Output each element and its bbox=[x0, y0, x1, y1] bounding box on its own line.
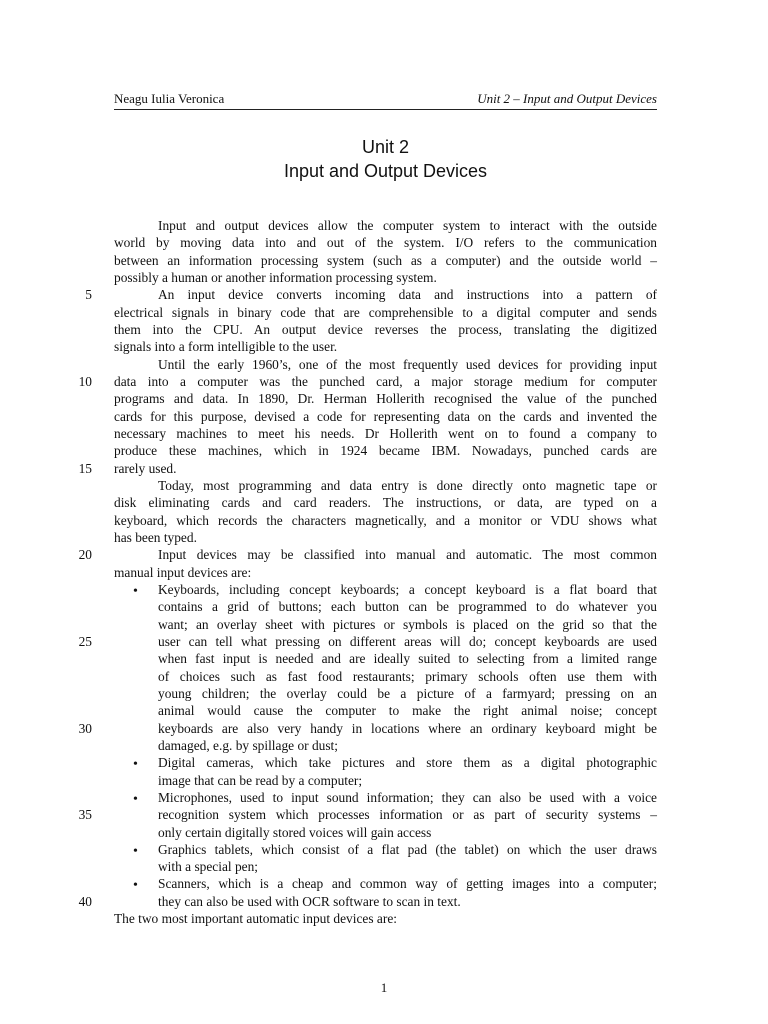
bullet-icon: • bbox=[133, 757, 138, 772]
text-line: Today, most programming and data entry is done directly onto magnetic tape or bbox=[158, 478, 657, 493]
text-line: Until the early 1960’s, one of the most frequently used devices for providing input bbox=[158, 357, 657, 372]
bullet-icon: • bbox=[133, 844, 138, 859]
list-item-line: Keyboards, including concept keyboards; a concept keyboard is a flat board that bbox=[158, 582, 657, 597]
list-item-line: they can also be used with OCR software to scan in text. bbox=[158, 894, 461, 909]
list-item-line: young children; the overlay could be a picture of a farmyard; pressing on an bbox=[158, 686, 657, 701]
line-number: 30 bbox=[78, 721, 92, 736]
list-item-line: user can tell what pressing on different areas will do; concept keyboards are used bbox=[158, 634, 657, 649]
line-number: 20 bbox=[78, 547, 92, 562]
text-line: keyboard, which records the characters magnetically, and a monitor or VDU shows what bbox=[114, 513, 657, 528]
line-number: 25 bbox=[78, 634, 92, 649]
list-item-line: of choices such as fast food restaurants; primary schools often use them with bbox=[158, 669, 657, 684]
bullet-icon: • bbox=[133, 878, 138, 893]
text-line: data into a computer was the punched card, a major storage medium for computer bbox=[114, 374, 657, 389]
text-line: necessary machines to meet his needs. Dr Hollerith went on to found a company to bbox=[114, 426, 657, 441]
list-item-line: only certain digitally stored voices will gain access bbox=[158, 825, 432, 840]
list-item-line: contains a grid of buttons; each button can be programmed to do whatever you bbox=[158, 599, 657, 614]
text-line: signals into a form intelligible to the user. bbox=[114, 339, 338, 354]
line-number: 15 bbox=[78, 461, 92, 476]
list-item-line: Microphones, used to input sound information; they can also be used with a voice bbox=[158, 790, 657, 805]
line-number: 10 bbox=[78, 374, 92, 389]
text-line: possibly a human or another information processing system. bbox=[114, 270, 437, 285]
list-item-line: keyboards are also very handy in locations where an ordinary keyboard might be bbox=[158, 721, 657, 736]
list-item-line: damaged, e.g. by spillage or dust; bbox=[158, 738, 338, 753]
list-item-line: animal would cause the computer to make the right animal noise; concept bbox=[158, 703, 657, 718]
list-item-line: want; an overlay sheet with pictures or symbols is placed on the grid so that the bbox=[158, 617, 657, 632]
list-item-line: with a special pen; bbox=[158, 859, 259, 874]
text-line: Input devices may be classified into manual and automatic. The most common bbox=[158, 547, 657, 562]
text-line: cards for this purpose, devised a code for representing data on the cards and invented the bbox=[114, 409, 657, 424]
page-number: 1 bbox=[380, 980, 388, 995]
document-title-topic: Input and Output Devices bbox=[283, 161, 488, 181]
list-item-line: when fast input is needed and are ideally suited to selecting from a limited range bbox=[158, 651, 657, 666]
header-author: Neagu Iulia Veronica bbox=[114, 91, 225, 106]
text-line: has been typed. bbox=[114, 530, 197, 545]
list-item-line: Graphics tablets, which consist of a flat pad (the tablet) on which the user draws bbox=[158, 842, 657, 857]
text-line: world by moving data into and out of the system. I/O refers to the communication bbox=[114, 235, 657, 250]
list-item-line: recognition system which processes information or as part of security systems – bbox=[158, 807, 657, 822]
list-item-line: image that can be read by a computer; bbox=[158, 773, 363, 788]
line-number: 5 bbox=[85, 287, 92, 302]
text-line: produce these machines, which in 1924 became IBM. Nowadays, punched cards are bbox=[114, 443, 657, 458]
bullet-icon: • bbox=[133, 792, 138, 807]
text-line: rarely used. bbox=[114, 461, 177, 476]
list-item-line: Scanners, which is a cheap and common way of getting images into a computer; bbox=[158, 876, 657, 891]
line-number: 40 bbox=[78, 894, 92, 909]
running-header bbox=[114, 91, 657, 110]
text-line: electrical signals in binary code that are comprehensible to a digital computer and sends bbox=[114, 305, 657, 320]
bullet-icon: • bbox=[133, 584, 138, 599]
list-item-line: Digital cameras, which take pictures and store them as a digital photographic bbox=[158, 755, 657, 770]
text-line: between an information processing system (such as a computer) and the outside world – bbox=[114, 253, 657, 268]
header-unit-title: Unit 2 – Input and Output Devices bbox=[477, 91, 657, 106]
text-line: disk eliminating cards and card readers. The instructions, or data, are typed on a bbox=[114, 495, 657, 510]
text-line: The two most important automatic input devices are: bbox=[114, 911, 397, 926]
text-line: them into the CPU. An output device reverses the process, translating the digitized bbox=[114, 322, 657, 337]
text-line: Input and output devices allow the computer system to interact with the outside bbox=[158, 218, 657, 233]
text-line: An input device converts incoming data and instructions into a pattern of bbox=[158, 287, 657, 302]
document-title-unit: Unit 2 bbox=[361, 137, 410, 157]
text-line: programs and data. In 1890, Dr. Herman Hollerith recognised the value of the punched bbox=[114, 391, 657, 406]
text-line: manual input devices are: bbox=[114, 565, 252, 580]
line-number: 35 bbox=[78, 807, 92, 822]
